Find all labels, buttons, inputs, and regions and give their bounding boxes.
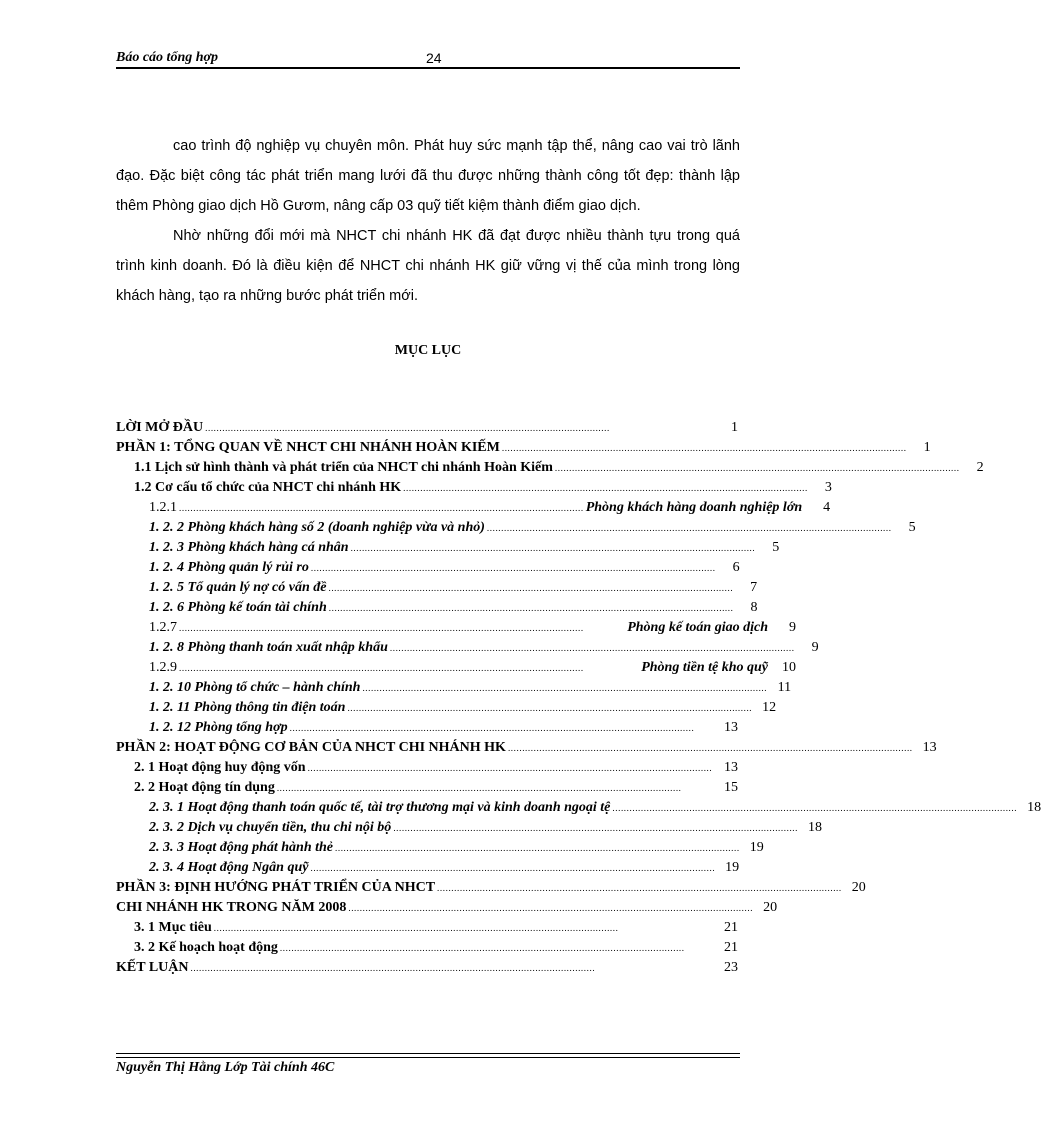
leader-dots: .............................................................................................................................................. (612, 803, 1018, 813)
leader-dots: .............................................................................................................................................. (362, 683, 768, 693)
toc-page-number: 19 (725, 860, 740, 875)
toc-page-number: 5 (772, 540, 780, 555)
toc-entry-text: PHẦN 2: HOẠT ĐỘNG CƠ BẢN CỦA NHCT CHI NHÁNH HK (116, 740, 506, 755)
toc-page-number: 1 (731, 420, 738, 435)
toc-entry-text: 1. 2. 2 Phòng khách hàng số 2 (doanh nghiệp vừa và nhỏ) (149, 520, 485, 535)
toc-entry[interactable] (116, 558, 796, 578)
toc-page-number: 3 (824, 480, 832, 495)
leader-dots: .............................................................................................................................................. (403, 483, 808, 493)
toc-entry-text: 2. 3. 2 Dịch vụ chuyển tiền, thu chi nội bộ (149, 820, 392, 835)
toc-entry[interactable] (116, 678, 796, 698)
toc-page-number: 13 (724, 720, 738, 735)
toc-page-number: 2 (976, 460, 984, 475)
leader-dots: .............................................................................................................................................. (347, 703, 753, 713)
toc-page-number: 18 (808, 820, 823, 835)
leader-dots: .............................................................................................................................................. (279, 943, 685, 953)
toc-page-number: 10 (782, 660, 796, 675)
toc-page-number: 21 (724, 920, 738, 935)
toc-entry-text: 2. 3. 1 Hoạt động thanh toán quốc tế, tài trợ thương mại và kinh doanh ngoại tệ (149, 800, 611, 815)
toc-entry-title: Phòng khách hàng doanh nghiệp lớn (585, 500, 803, 515)
toc-entry-text: 1.2.9 (149, 660, 177, 675)
leader-dots: .............................................................................................................................................. (486, 523, 892, 533)
toc-entry[interactable] (116, 498, 831, 518)
toc-page-number: 18 (1027, 800, 1041, 815)
toc-entry[interactable] (116, 798, 1041, 818)
toc-page-number: 1 (923, 440, 931, 455)
leader-dots: .............................................................................................................................................. (179, 623, 584, 633)
leader-dots: .............................................................................................................................................. (179, 503, 584, 513)
toc-entry[interactable] (116, 458, 984, 478)
toc-entry-text: PHẦN 1: TỔNG QUAN VỀ NHCT CHI NHÁNH HOÀN KIẾM (116, 440, 500, 455)
toc-page-number: 20 (851, 880, 866, 895)
toc-entry-text: 2. 3. 4 Hoạt động Ngân quỹ (149, 860, 309, 875)
toc-entry-text: 2. 2 Hoạt động tín dụng (134, 780, 275, 795)
footer-divider (116, 1053, 740, 1054)
toc-entry[interactable] (116, 698, 796, 718)
page-number: 24 (426, 50, 442, 66)
toc-page-number: 20 (763, 900, 778, 915)
leader-dots: .............................................................................................................................................. (310, 863, 716, 873)
toc-entry-text: 1. 2. 5 Tổ quản lý nợ có vấn đề (149, 580, 327, 595)
toc-page-number: 23 (724, 960, 738, 975)
paragraph: cao trình độ nghiệp vụ chuyên môn. Phát huy sức mạnh tập thể, nâng cao vai trò lãnh đạo. Đặc biệt công tác phát triển mang lưới đã thu được những thành công tốt đẹp: thành lập thêm Phòng giao dịch Hồ Gươm, nâng cấp 03 quỹ tiết kiệm thành điểm giao dịch. (116, 138, 740, 214)
toc-entry-text: 1.2 Cơ cấu tổ chức của NHCT chi nhánh HK (134, 480, 402, 495)
leader-dots: .............................................................................................................................................. (507, 743, 913, 753)
toc-page-number: 5 (908, 520, 916, 535)
toc-page-number: 8 (750, 600, 758, 615)
toc-entry[interactable] (116, 758, 796, 778)
toc-entry[interactable] (116, 858, 796, 878)
leader-dots: .............................................................................................................................................. (437, 883, 842, 893)
toc-entry-text: CHI NHÁNH HK TRONG NĂM 2008 (116, 900, 347, 915)
toc-entry-text: 2. 1 Hoạt động huy động vốn (134, 760, 306, 775)
toc-entry-text: 1.1 Lịch sử hình thành và phát triển của NHCT chi nhánh Hoàn Kiếm (134, 460, 553, 475)
leader-dots: .............................................................................................................................................. (328, 603, 734, 613)
footer-divider (116, 1057, 740, 1058)
leader-dots: .............................................................................................................................................. (554, 463, 960, 473)
toc-entry[interactable] (116, 918, 796, 938)
toc-entry[interactable] (116, 578, 796, 598)
toc-entry-title: Phòng kế toán giao dịch (627, 620, 768, 635)
toc-entry[interactable] (116, 538, 796, 558)
toc-page-number: 11 (777, 680, 792, 695)
toc-page-number: 9 (811, 640, 819, 655)
table-of-contents (116, 418, 1041, 978)
toc-entry[interactable] (116, 838, 796, 858)
toc-page-number: 21 (724, 940, 738, 955)
toc-entry[interactable] (116, 818, 823, 838)
leader-dots: .............................................................................................................................................. (350, 543, 756, 553)
toc-page-number: 13 (922, 740, 937, 755)
leader-dots: .............................................................................................................................................. (213, 923, 619, 933)
toc-page-number: 13 (724, 760, 738, 775)
toc-entry-text: 1. 2. 10 Phòng tổ chức – hành chính (149, 680, 361, 695)
leader-dots: .............................................................................................................................................. (335, 843, 740, 853)
toc-entry[interactable] (116, 638, 819, 658)
toc-page-number: 19 (749, 840, 764, 855)
toc-entry[interactable] (116, 778, 796, 798)
leader-dots: .............................................................................................................................................. (501, 443, 907, 453)
toc-page-number: 15 (724, 780, 738, 795)
toc-entry[interactable] (116, 938, 796, 958)
toc-entry-text: 1.2.1 (149, 500, 177, 515)
leader-dots: .............................................................................................................................................. (289, 723, 695, 733)
header-divider (116, 67, 740, 69)
toc-page-number: 6 (732, 560, 740, 575)
toc-entry[interactable] (116, 518, 916, 538)
toc-entry-title: Phòng tiền tệ kho quỹ (641, 660, 768, 675)
toc-entry-text: 1. 2. 3 Phòng khách hàng cá nhân (149, 540, 349, 555)
toc-entry-text: 2. 3. 3 Hoạt động phát hành thẻ (149, 840, 333, 855)
toc-entry[interactable] (116, 618, 796, 638)
toc-entry-text: KẾT LUẬN (116, 960, 189, 975)
toc-entry[interactable] (116, 438, 931, 458)
toc-entry[interactable] (116, 738, 937, 758)
toc-entry-text: 1. 2. 12 Phòng tổng hợp (149, 720, 288, 735)
toc-entry-text: 1. 2. 8 Phòng thanh toán xuất nhập khẩu (149, 640, 388, 655)
leader-dots: .............................................................................................................................................. (179, 663, 584, 673)
toc-page-number: 12 (762, 700, 777, 715)
toc-entry-text: 1. 2. 11 Phòng thông tin điện toán (149, 700, 346, 715)
page-header (116, 50, 740, 68)
toc-page-number: 7 (750, 580, 758, 595)
leader-dots: .............................................................................................................................................. (307, 763, 713, 773)
toc-entry-text: 1.2.7 (149, 620, 177, 635)
leader-dots: .............................................................................................................................................. (328, 583, 734, 593)
toc-entry[interactable] (116, 958, 796, 978)
leader-dots: .............................................................................................................................................. (276, 783, 682, 793)
toc-page-number: 9 (789, 620, 796, 635)
toc-entry[interactable] (116, 718, 796, 738)
leader-dots: .............................................................................................................................................. (348, 903, 754, 913)
toc-page-number: 4 (823, 500, 831, 515)
header-title: Báo cáo tổng hợp (116, 50, 219, 65)
toc-entry[interactable] (116, 598, 796, 618)
leader-dots: .............................................................................................................................................. (205, 423, 610, 433)
toc-entry-text: 3. 2 Kế hoạch hoạt động (134, 940, 278, 955)
leader-dots: .............................................................................................................................................. (389, 643, 795, 653)
toc-entry[interactable] (116, 418, 796, 438)
body-text (116, 131, 740, 311)
toc-entry[interactable] (116, 478, 832, 498)
leader-dots: .............................................................................................................................................. (393, 823, 799, 833)
leader-dots: .............................................................................................................................................. (190, 963, 596, 973)
page-footer: Nguyễn Thị Hằng Lớp Tài chính 46C (116, 1060, 335, 1075)
toc-entry[interactable] (116, 658, 796, 678)
leader-dots: .............................................................................................................................................. (310, 563, 716, 573)
toc-entry[interactable] (116, 898, 796, 918)
toc-entry[interactable] (116, 878, 866, 898)
toc-entry-text: 3. 1 Mục tiêu (134, 920, 212, 935)
toc-heading: MỤC LỤC (394, 343, 462, 358)
toc-entry-text: 1. 2. 4 Phòng quản lý rủi ro (149, 560, 309, 575)
toc-entry-text: 1. 2. 6 Phòng kế toán tài chính (149, 600, 327, 615)
paragraph: Nhờ những đổi mới mà NHCT chi nhánh HK đã đạt được nhiều thành tựu trong quá trình kinh doanh. Đó là điều kiện để NHCT chi nhánh HK giữ vững vị thế của mình trong lòng khách hàng, tạo ra những bước phát triển mới. (116, 228, 740, 304)
toc-entry-text: PHẦN 3: ĐỊNH HƯỚNG PHÁT TRIỂN CỦA NHCT (116, 880, 436, 895)
toc-entry-text: LỜI MỞ ĐẦU (116, 420, 204, 435)
